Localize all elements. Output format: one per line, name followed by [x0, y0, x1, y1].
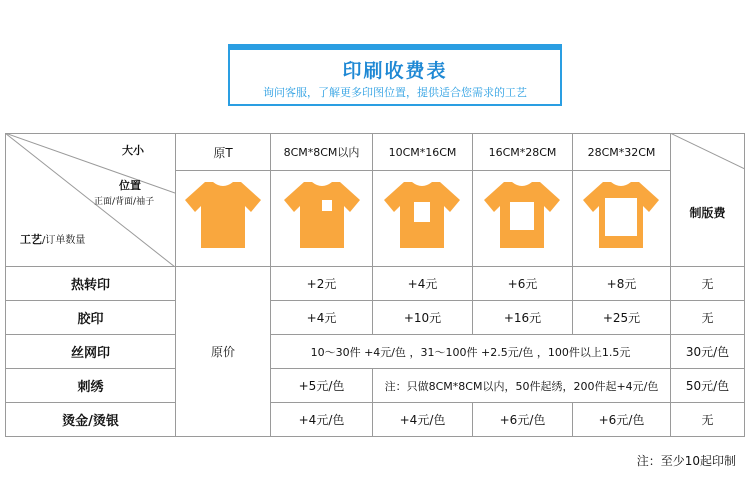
plate-fee-cell: 50元/色 — [685, 379, 730, 393]
col-header-plain: 原T — [213, 145, 233, 160]
corner-craft-group — [20, 228, 85, 247]
price-cell: +16元 — [503, 311, 542, 325]
screen-print-pricing: 10～30件 +4元/色 ，31～100件 +2.5元/色 ，100件以上1.5元 — [310, 345, 631, 359]
tshirt-icon-10x16 — [384, 180, 460, 250]
tshirt-icon-plain — [185, 180, 261, 250]
corner-size-label: 大小 — [122, 144, 144, 157]
footnote: 注：至少10起印制 — [636, 454, 736, 468]
tshirt-icon-16x28 — [484, 180, 560, 250]
price-cell: +5元/色 — [298, 379, 345, 393]
tshirt-icon-28x32 — [583, 180, 659, 250]
price-cell: +6元/色 — [598, 413, 645, 427]
corner-position-label: 位置 — [119, 179, 141, 192]
price-cell: +6元 — [507, 277, 538, 291]
price-cell: +8元 — [606, 277, 637, 291]
row-label-screen: 丝网印 — [70, 346, 110, 361]
price-cell: +25元 — [602, 311, 641, 325]
base-price-cell: 原价 — [210, 345, 235, 359]
row-label-heat-transfer: 热转印 — [70, 278, 110, 293]
price-cell: +4元/色 — [399, 413, 446, 427]
corner-craft-label: 工艺 — [20, 233, 42, 246]
corner-position-sublabel: 正面/背面/袖子 — [94, 197, 155, 207]
col-header-28x32: 28CM*32CM — [587, 145, 656, 159]
plate-fee-cell: 无 — [701, 277, 714, 291]
price-cell: +10元 — [403, 311, 442, 325]
plate-fee-cell: 无 — [701, 413, 714, 427]
page-title: 印刷收费表 — [342, 60, 448, 82]
row-label-embroidery: 刺绣 — [77, 380, 104, 395]
col-header-plate-fee: 制版费 — [689, 205, 726, 220]
fee-header-diagonal — [670, 133, 745, 173]
col-header-16x28: 16CM*28CM — [488, 145, 557, 159]
price-cell: +6元/色 — [499, 413, 546, 427]
price-cell: +4元/色 — [298, 413, 345, 427]
col-header-8x8: 8CM*8CM以内 — [283, 146, 360, 159]
row-label-foil: 烫金/烫银 — [62, 414, 119, 429]
price-cell: +4元 — [407, 277, 438, 291]
plate-fee-cell: 30元/色 — [685, 345, 730, 359]
embroidery-note: 注：只做8CM*8CM以内，50件起绣，200件起+4元/色 — [384, 379, 659, 393]
plate-fee-cell: 无 — [701, 311, 714, 325]
page-subtitle: 询问客服，了解更多印图位置，提供适合您需求的工艺 — [263, 86, 527, 99]
price-cell: +2元 — [306, 277, 337, 291]
col-header-10x16: 10CM*16CM — [388, 145, 457, 159]
price-cell: +4元 — [306, 311, 337, 325]
row-label-offset: 胶印 — [77, 312, 104, 327]
tshirt-icon-8x8 — [284, 180, 360, 250]
corner-craft-sublabel: /订单数量 — [42, 235, 86, 246]
